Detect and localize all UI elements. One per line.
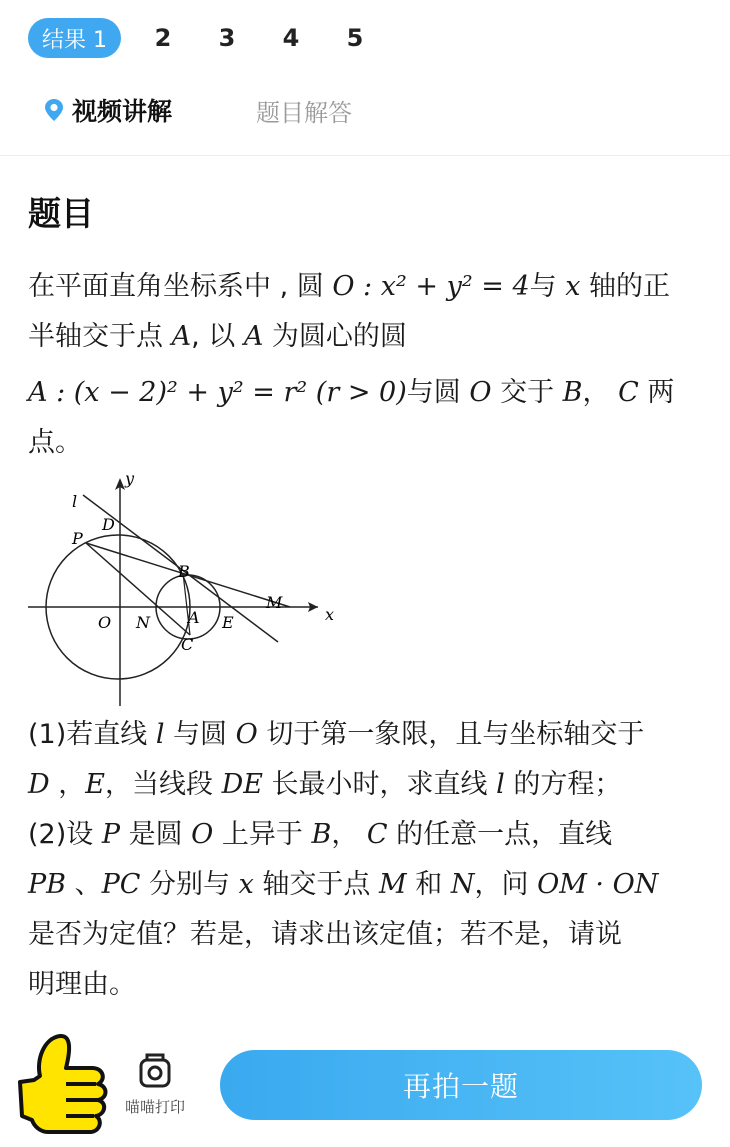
text: 为圆心的圆 <box>263 321 407 352</box>
math: E <box>85 769 105 800</box>
label-d: D <box>102 515 115 534</box>
tab-result-4[interactable]: 4 <box>282 24 300 52</box>
printer-icon <box>138 1052 172 1088</box>
text: 是圆 <box>120 819 192 850</box>
math: PC <box>101 869 141 900</box>
text: (2)设 <box>28 819 102 850</box>
result-tabs <box>28 18 369 58</box>
math: l <box>155 719 165 750</box>
stem-line-3 <box>28 368 708 418</box>
stem-line-4: 点。 <box>28 427 82 458</box>
math: D <box>28 769 50 800</box>
math: l <box>496 769 505 800</box>
math: x <box>238 869 254 900</box>
math: O <box>235 719 258 750</box>
text: 轴交于点 <box>253 869 380 900</box>
part2-line-4: 明理由。 <box>28 969 136 1000</box>
math: M <box>379 869 407 900</box>
text: 半轴交于点 <box>28 321 172 352</box>
location-pin-icon <box>44 98 64 122</box>
tab-video-label: 视频讲解 <box>72 97 173 126</box>
text: 两 <box>638 377 675 408</box>
text: 分别与 <box>140 869 239 900</box>
geometry-figure <box>28 470 348 714</box>
stem-line-2 <box>28 312 708 362</box>
part1-line-2 <box>28 760 708 810</box>
part1-line-1 <box>28 710 708 760</box>
part2-line-1 <box>28 810 708 860</box>
math: A <box>243 321 264 352</box>
label-y: y <box>125 470 135 488</box>
part2-line-3: 是否为定值？若是，请求出该定值；若不是，请说 <box>28 919 622 950</box>
math: P <box>101 819 120 850</box>
text: ， <box>49 769 86 800</box>
print-button[interactable] <box>114 1052 196 1117</box>
text: (1)若直线 <box>28 719 156 750</box>
text: ，当线段 <box>104 769 222 800</box>
retake-photo-button[interactable]: 再拍一题 <box>220 1050 702 1120</box>
tab-result-2[interactable]: 2 <box>154 24 172 52</box>
part2-line-2 <box>28 860 708 910</box>
sub-tabs <box>44 92 352 128</box>
math: O : x² + y² = 4 <box>332 271 530 302</box>
text: ， <box>582 377 619 408</box>
label-a: A <box>188 608 200 627</box>
label-e: E <box>222 613 234 632</box>
text: 轴的正 <box>580 271 671 302</box>
text: 和 <box>406 869 451 900</box>
label-c: C <box>181 635 194 654</box>
sub-questions <box>28 710 708 1010</box>
math: DE <box>221 769 263 800</box>
math: O <box>191 819 214 850</box>
tab-result-3[interactable]: 3 <box>218 24 236 52</box>
math: OM · ON <box>537 869 659 900</box>
label-o: O <box>98 613 112 632</box>
text: 在平面直角坐标系中 , 圆 <box>28 271 333 302</box>
tab-answer[interactable]: 题目解答 <box>256 98 353 127</box>
text: 与圆 <box>164 719 236 750</box>
text: ， <box>331 819 367 850</box>
text: 、 <box>66 869 102 900</box>
question-stem <box>28 262 708 468</box>
header-divider <box>0 155 730 156</box>
math: C <box>366 819 388 850</box>
math: B <box>562 377 583 408</box>
text: 的任意一点，直线 <box>387 819 613 850</box>
label-l: l <box>72 492 78 511</box>
label-x: x <box>325 605 335 624</box>
stem-line-1 <box>28 262 708 312</box>
geometry-diagram <box>28 470 348 710</box>
text: ，问 <box>474 869 538 900</box>
math: x <box>565 271 581 302</box>
math: O <box>469 377 492 408</box>
tab-result-5[interactable]: 5 <box>346 24 364 52</box>
text: 长最小时，求直线 <box>262 769 497 800</box>
text: 切于第一象限，且与坐标轴交于 <box>257 719 645 750</box>
text: 与 <box>529 271 566 302</box>
text: 交于 <box>491 377 563 408</box>
math: B <box>311 819 332 850</box>
math: A : (x − 2)² + y² = r² (r > 0) <box>28 377 407 408</box>
label-m: M <box>266 593 283 612</box>
text: 的方程； <box>504 769 622 800</box>
math: A <box>171 321 192 352</box>
label-n: N <box>136 613 150 632</box>
math: C <box>618 377 639 408</box>
tab-result-1[interactable]: 结果 1 <box>28 18 121 58</box>
thumbs-up-mascot-icon[interactable] <box>10 1030 115 1140</box>
text: , 以 <box>191 321 244 352</box>
text: 上异于 <box>213 819 312 850</box>
print-label: 喵喵打印 <box>124 1098 185 1116</box>
bottom-bar <box>0 1030 730 1147</box>
math: N <box>450 869 475 900</box>
text: 与圆 <box>406 377 470 408</box>
math: PB <box>28 869 67 900</box>
label-p: P <box>72 529 83 548</box>
question-title: 题目 <box>28 194 94 233</box>
tab-video-explanation[interactable] <box>44 92 172 128</box>
label-b: B <box>178 562 190 581</box>
